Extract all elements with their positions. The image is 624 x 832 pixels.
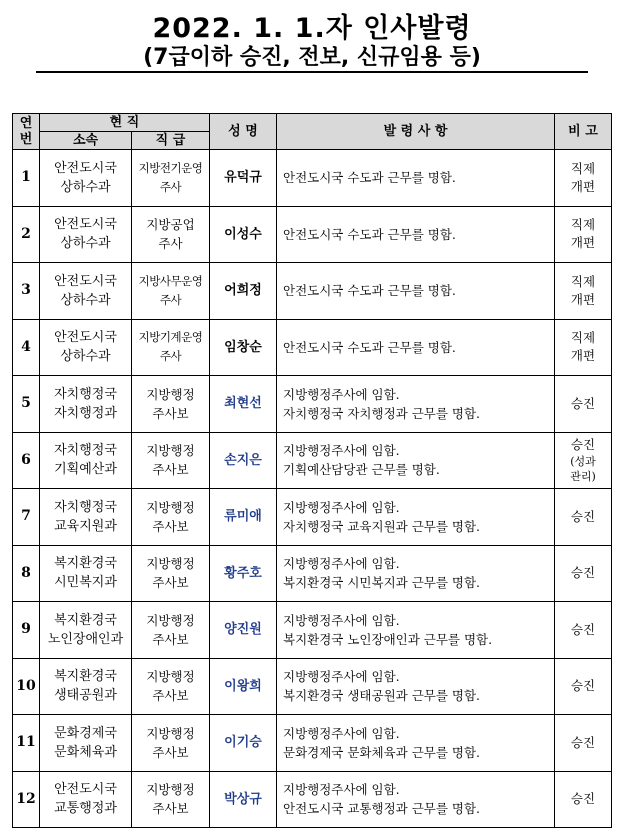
order-cell xyxy=(277,432,555,489)
department-bureau: 안전도시국 xyxy=(54,160,117,176)
document-title: 2022. 1. 1.자 인사발령 xyxy=(152,13,472,44)
grade-series: 지방행정 xyxy=(146,443,195,459)
person-name: 임창순 xyxy=(210,319,277,376)
table-row xyxy=(13,319,612,376)
header-grade: 직 급 xyxy=(132,132,210,150)
order-line-1: 안전도시국 수도과 근무를 명함. xyxy=(283,283,456,299)
grade-cell xyxy=(132,602,210,659)
grade-series: 지방행정 xyxy=(146,782,195,798)
note-line-1: 승진 xyxy=(570,734,596,750)
grade-rank: 주사보 xyxy=(152,575,189,591)
order-cell xyxy=(277,602,555,659)
table-row xyxy=(13,489,612,546)
order-line-1: 안전도시국 수도과 근무를 명함. xyxy=(283,339,456,355)
grade-cell xyxy=(132,432,210,489)
table-row xyxy=(13,150,612,207)
order-cell xyxy=(277,319,555,376)
note-line-1: 승진 xyxy=(570,437,596,453)
grade-series: 지방공업 xyxy=(146,217,195,233)
header-order: 발 령 사 항 xyxy=(277,114,555,150)
order-line-2: 자치행정국 자치행정과 근무를 명함. xyxy=(283,405,481,421)
grade-rank: 주사 xyxy=(159,349,182,364)
note-line-1: 직제 xyxy=(570,330,596,346)
order-line-1: 안전도시국 수도과 근무를 명함. xyxy=(283,170,456,186)
person-name: 최현선 xyxy=(210,376,277,433)
department-division: 문화체육과 xyxy=(54,744,117,760)
department-division: 자치행정과 xyxy=(54,405,117,421)
grade-cell xyxy=(132,319,210,376)
order-line-1: 지방행정주사에 임함. xyxy=(283,725,400,741)
department-cell xyxy=(40,432,132,489)
order-line-1: 안전도시국 수도과 근무를 명함. xyxy=(283,226,456,242)
note-line-2: 개편 xyxy=(570,235,596,251)
note-line-1: 승진 xyxy=(570,678,596,694)
table-row xyxy=(13,771,612,828)
header-current-position: 현 직 xyxy=(40,114,210,132)
order-line-2: 복지환경국 생태공원과 근무를 명함. xyxy=(283,688,481,704)
table-row xyxy=(13,602,612,659)
order-line-1: 지방행정주사에 임함. xyxy=(283,443,400,459)
order-line-1: 지방행정주사에 임함. xyxy=(283,669,400,685)
person-name: 류미애 xyxy=(210,489,277,546)
department-bureau: 복지환경국 xyxy=(54,612,117,628)
department-division: 교육지원과 xyxy=(54,518,117,534)
grade-cell xyxy=(132,715,210,772)
department-bureau: 문화경제국 xyxy=(54,725,117,741)
order-line-2: 자치행정국 교육지원과 근무를 명함. xyxy=(283,518,481,534)
department-cell xyxy=(40,602,132,659)
grade-cell xyxy=(132,376,210,433)
grade-cell xyxy=(132,150,210,207)
row-number: 11 xyxy=(13,715,40,772)
note-cell xyxy=(555,602,612,659)
order-line-1: 지방행정주사에 임함. xyxy=(283,386,400,402)
note-line-3: 관리) xyxy=(570,470,596,484)
department-bureau: 자치행정국 xyxy=(54,443,117,459)
department-cell xyxy=(40,658,132,715)
grade-series: 지방사무운영 xyxy=(138,273,203,288)
department-division: 상하수과 xyxy=(60,292,111,308)
person-name: 유덕규 xyxy=(210,150,277,207)
note-line-1: 승진 xyxy=(570,621,596,637)
order-cell xyxy=(277,263,555,320)
grade-series: 지방전기운영 xyxy=(138,160,203,175)
row-number: 2 xyxy=(13,206,40,263)
note-cell xyxy=(555,545,612,602)
department-cell xyxy=(40,376,132,433)
note-cell xyxy=(555,319,612,376)
grade-series: 지방행정 xyxy=(146,725,195,741)
order-cell xyxy=(277,376,555,433)
grade-rank: 주사 xyxy=(159,292,182,307)
table-row xyxy=(13,715,612,772)
appointment-table xyxy=(12,113,612,828)
department-division: 상하수과 xyxy=(60,179,111,195)
grade-cell xyxy=(132,545,210,602)
note-line-1: 승진 xyxy=(570,565,596,581)
grade-cell xyxy=(132,658,210,715)
row-number: 10 xyxy=(13,658,40,715)
row-number: 7 xyxy=(13,489,40,546)
note-cell xyxy=(555,489,612,546)
table-row xyxy=(13,545,612,602)
title-underline xyxy=(36,71,588,73)
grade-rank: 주사 xyxy=(159,179,182,194)
note-line-1: 승진 xyxy=(570,508,596,524)
note-cell xyxy=(555,715,612,772)
table-row xyxy=(13,206,612,263)
department-division: 교통행정과 xyxy=(54,801,117,817)
grade-rank: 주사보 xyxy=(152,688,189,704)
order-cell xyxy=(277,489,555,546)
row-number: 5 xyxy=(13,376,40,433)
note-line-1: 직제 xyxy=(570,160,596,176)
order-line-1: 지방행정주사에 임함. xyxy=(283,499,400,515)
table-row xyxy=(13,432,612,489)
person-name: 양진원 xyxy=(210,602,277,659)
person-name: 손지은 xyxy=(210,432,277,489)
row-number: 9 xyxy=(13,602,40,659)
department-division: 생태공원과 xyxy=(54,688,117,704)
note-line-1: 직제 xyxy=(570,273,596,289)
order-cell xyxy=(277,715,555,772)
grade-series: 지방행정 xyxy=(146,612,195,628)
order-line-2: 복지환경국 노인장애인과 근무를 명함. xyxy=(283,631,493,647)
table-row xyxy=(13,263,612,320)
department-bureau: 안전도시국 xyxy=(54,330,117,346)
department-cell xyxy=(40,206,132,263)
grade-series: 지방행정 xyxy=(146,669,195,685)
grade-rank: 주사보 xyxy=(152,462,189,478)
note-cell xyxy=(555,150,612,207)
grade-cell xyxy=(132,206,210,263)
order-line-1: 지방행정주사에 임함. xyxy=(283,556,400,572)
person-name: 황주호 xyxy=(210,545,277,602)
grade-series: 지방행정 xyxy=(146,556,195,572)
grade-cell xyxy=(132,489,210,546)
order-line-2: 안전도시국 교통행정과 근무를 명함. xyxy=(283,801,481,817)
department-bureau: 복지환경국 xyxy=(54,556,117,572)
grade-series: 지방행정 xyxy=(146,499,195,515)
order-line-1: 지방행정주사에 임함. xyxy=(283,612,400,628)
department-cell xyxy=(40,715,132,772)
person-name: 이성수 xyxy=(210,206,277,263)
table-row xyxy=(13,658,612,715)
note-line-2: (성과 xyxy=(570,455,596,469)
header-name: 성 명 xyxy=(210,114,277,150)
person-name: 박상규 xyxy=(210,771,277,828)
order-line-2: 기획예산담당관 근무를 명함. xyxy=(283,462,440,478)
grade-rank: 주사보 xyxy=(152,801,189,817)
department-division: 상하수과 xyxy=(60,236,111,252)
table-row xyxy=(13,376,612,433)
note-cell xyxy=(555,206,612,263)
person-name: 이왕희 xyxy=(210,658,277,715)
order-cell xyxy=(277,150,555,207)
person-name: 어희정 xyxy=(210,263,277,320)
grade-rank: 주사보 xyxy=(152,744,189,760)
grade-rank: 주사보 xyxy=(152,631,189,647)
note-cell xyxy=(555,771,612,828)
note-line-1: 직제 xyxy=(570,217,596,233)
header-department: 소속 xyxy=(40,132,132,150)
grade-cell xyxy=(132,263,210,320)
note-line-1: 승진 xyxy=(570,395,596,411)
note-cell xyxy=(555,376,612,433)
department-division: 기획예산과 xyxy=(54,462,117,478)
department-bureau: 안전도시국 xyxy=(54,273,117,289)
row-number: 12 xyxy=(13,771,40,828)
grade-series: 지방행정 xyxy=(146,386,195,402)
note-line-2: 개편 xyxy=(570,178,596,194)
note-cell xyxy=(555,658,612,715)
department-bureau: 안전도시국 xyxy=(54,782,117,798)
note-cell xyxy=(555,263,612,320)
row-number: 8 xyxy=(13,545,40,602)
person-name: 이기승 xyxy=(210,715,277,772)
grade-series: 지방기계운영 xyxy=(138,330,203,345)
header-number: 연 번 xyxy=(13,114,40,150)
order-line-2: 복지환경국 시민복지과 근무를 명함. xyxy=(283,575,481,591)
department-bureau: 안전도시국 xyxy=(54,217,117,233)
grade-cell xyxy=(132,771,210,828)
grade-rank: 주사보 xyxy=(152,518,189,534)
document-subtitle: (7급이하 승진, 전보, 신규임용 등) xyxy=(143,45,481,70)
order-cell xyxy=(277,545,555,602)
row-number: 6 xyxy=(13,432,40,489)
grade-rank: 주사보 xyxy=(152,405,189,421)
department-bureau: 자치행정국 xyxy=(54,499,117,515)
order-line-1: 지방행정주사에 임함. xyxy=(283,782,400,798)
order-cell xyxy=(277,771,555,828)
order-line-2: 문화경제국 문화체육과 근무를 명함. xyxy=(283,744,481,760)
note-line-1: 승진 xyxy=(570,791,596,807)
department-cell xyxy=(40,489,132,546)
row-number: 4 xyxy=(13,319,40,376)
department-division: 노인장애인과 xyxy=(47,631,124,647)
department-cell xyxy=(40,545,132,602)
order-cell xyxy=(277,658,555,715)
department-bureau: 자치행정국 xyxy=(54,386,117,402)
department-division: 상하수과 xyxy=(60,349,111,365)
header-note: 비 고 xyxy=(555,114,612,150)
note-line-2: 개편 xyxy=(570,348,596,364)
row-number: 3 xyxy=(13,263,40,320)
row-number: 1 xyxy=(13,150,40,207)
department-cell xyxy=(40,263,132,320)
department-bureau: 복지환경국 xyxy=(54,669,117,685)
order-cell xyxy=(277,206,555,263)
department-cell xyxy=(40,150,132,207)
table-body xyxy=(13,150,612,828)
department-cell xyxy=(40,319,132,376)
grade-rank: 주사 xyxy=(158,236,183,252)
department-division: 시민복지과 xyxy=(54,575,117,591)
note-cell xyxy=(555,432,612,489)
note-line-2: 개편 xyxy=(570,291,596,307)
department-cell xyxy=(40,771,132,828)
